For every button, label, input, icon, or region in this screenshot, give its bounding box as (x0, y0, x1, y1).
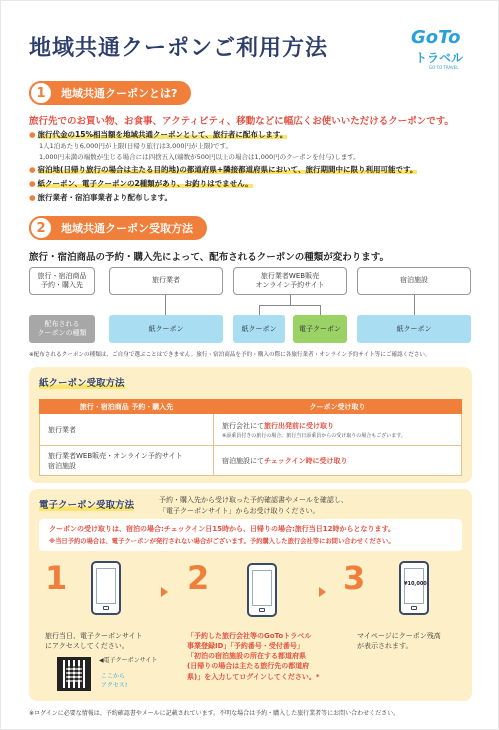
connector (259, 305, 321, 306)
coupon-paper-online: 紙クーポン (233, 315, 285, 343)
connector (414, 295, 415, 315)
bullet-2: ● 宿泊地(日帰り旅行の場合は主たる目的地)の都道府県+隣接都道府県において、旅行期間中に限り利用可能です。 (29, 164, 417, 175)
note-1: 1人1泊あたり6,000円が上限(日帰り旅行は3,000円が上限)です。 (39, 142, 233, 150)
same-day-warning: ※当日予約の場合は、電子クーポンが発行されない場合がございます。予約購入した旅行会社等にお問い合わせください。 (49, 538, 395, 545)
coupon-paper-agency: 紙クーポン (109, 315, 223, 343)
coupon-balance: ¥10,000 (404, 581, 427, 587)
phone-step3-icon (399, 561, 429, 615)
row-label-coupon: 配布される クーポンの種類 (29, 315, 95, 343)
section2-title: 地域共通クーポン受取方法 (61, 222, 193, 235)
electronic-coupon-desc: 予約・購入先から受け取った予約確認書やメールを確認し、 「電子クーポンサイト」からお受け取りください。 (159, 496, 348, 515)
table-header-source: 旅行・宿泊商品 予約・購入先 (40, 400, 214, 414)
connector (259, 305, 260, 315)
section1-lead: 旅行先でのお買い物、お食事、アクティビティ、移動などに幅広くお使いいただけるクーポンです。 (29, 116, 454, 127)
step-2-text: 「予約した旅行会社等のGoToトラベル 事業登録ID」「予約番号・受付番号」 「初泊の宿泊施設の所在する都道府県 (日帰りの場合は主たる旅行先の都道府 県)」を入力してログインしてください。* (187, 632, 320, 681)
note-2: 1,000円未満の端数が生じる場合には四捨五入(端数が500円以上の場合は1,000円のクーポンを付与)します。 (39, 153, 360, 161)
connector (320, 305, 321, 315)
page-title: 地域共通クーポンご利用方法 (29, 36, 329, 61)
arrow-right-icon (319, 587, 326, 597)
qr-label: ◀電子クーポンサイト (99, 657, 158, 664)
section2-header (29, 216, 207, 240)
row-label-source: 旅行・宿泊商品 予約・購入先 (29, 267, 95, 295)
source-travel-agency: 旅行業者 (109, 267, 223, 295)
logo-sub: GO TO TRAVEL (429, 65, 459, 70)
source-hotel: 宿泊施設 (357, 267, 471, 295)
section1-number: 1 (29, 81, 53, 105)
paper-coupon-table (39, 399, 462, 476)
table-cell-receive: 宿泊施設にてチェックイン時に受け取り (214, 446, 462, 476)
section2-lead: 旅行・宿泊商品の予約・購入先によって、配布されるクーポンの種類が変わります。 (29, 252, 390, 263)
coupon-electronic-online: 電子クーポン (293, 315, 347, 343)
step-3-number: 3 (343, 559, 366, 597)
source-online: 旅行業者WEB販売 オンライン予約サイト (233, 267, 347, 295)
table-cell-receive: 旅行会社にて旅行出発前に受け取り ※添乗員付きの旅行の場合、旅行当日添乗員からの受け取りの場合もございます。 (214, 414, 462, 446)
bullet-1: ● 旅行代金の15%相当額を地域共通クーポンとして、旅行者に配布します。 (29, 129, 287, 140)
step-1-number: 1 (45, 559, 68, 597)
table-header-receive: クーポン受け取り (214, 400, 462, 414)
step-3-text: マイページにクーポン残高 が表示されます。 (357, 632, 441, 651)
step-1-text: 旅行当日、電子クーポンサイト にアクセスしてください。 (45, 632, 143, 651)
phone-step2-icon (247, 563, 277, 617)
table-cell-source: 旅行業者 (40, 414, 214, 446)
receive-time-notice (39, 519, 462, 551)
footer-note: ※ログインに必要な情報は、予約確認書やメールに記載されています。不明な場合は予約・購入した旅行業者等にお問い合わせください。 (29, 710, 400, 717)
section1-title: 地域共通クーポンとは? (61, 87, 178, 100)
logo-goto: GoTo (411, 27, 461, 48)
table-cell-source: 旅行業者WEB販売・オンライン予約サイト 宿泊施設 (40, 446, 214, 476)
phone-step1-icon (91, 561, 121, 615)
table-row (40, 446, 462, 476)
section2-note: ※配布されるクーポンの種類は、ご自身で選ぶことはできません。旅行・宿泊商品を予約・購入の際に各旅行業者・オンライン予約サイト等にご確認ください。 (29, 352, 431, 358)
connector (165, 295, 166, 315)
goto-travel-logo (405, 23, 475, 75)
logo-travel: トラベル (415, 51, 464, 65)
bullet-4: ● 旅行業者・宿泊事業者より配布します。 (29, 192, 172, 203)
bullet-3: ● 紙クーポン、電子クーポンの2種類があり、お釣りはでません。 (29, 178, 253, 189)
coupon-paper-hotel: 紙クーポン (357, 315, 471, 343)
qr-code-icon[interactable] (57, 657, 91, 691)
step-2-number: 2 (187, 559, 210, 597)
paper-coupon-title: 紙クーポン受取方法 (39, 378, 125, 389)
qr-access-text: ここから アクセス! (101, 673, 128, 689)
receive-time-warning: クーポンの受け取りは、宿泊の場合:チェックイン日15時から、日帰りの場合:旅行当日12時からとなります。 (49, 525, 395, 533)
connector (290, 295, 291, 305)
electronic-coupon-title: 電子クーポン受取方法 (39, 500, 135, 511)
arrow-right-icon (161, 587, 168, 597)
section1-header (29, 81, 191, 105)
table-row (40, 414, 462, 446)
section2-number: 2 (29, 216, 53, 240)
